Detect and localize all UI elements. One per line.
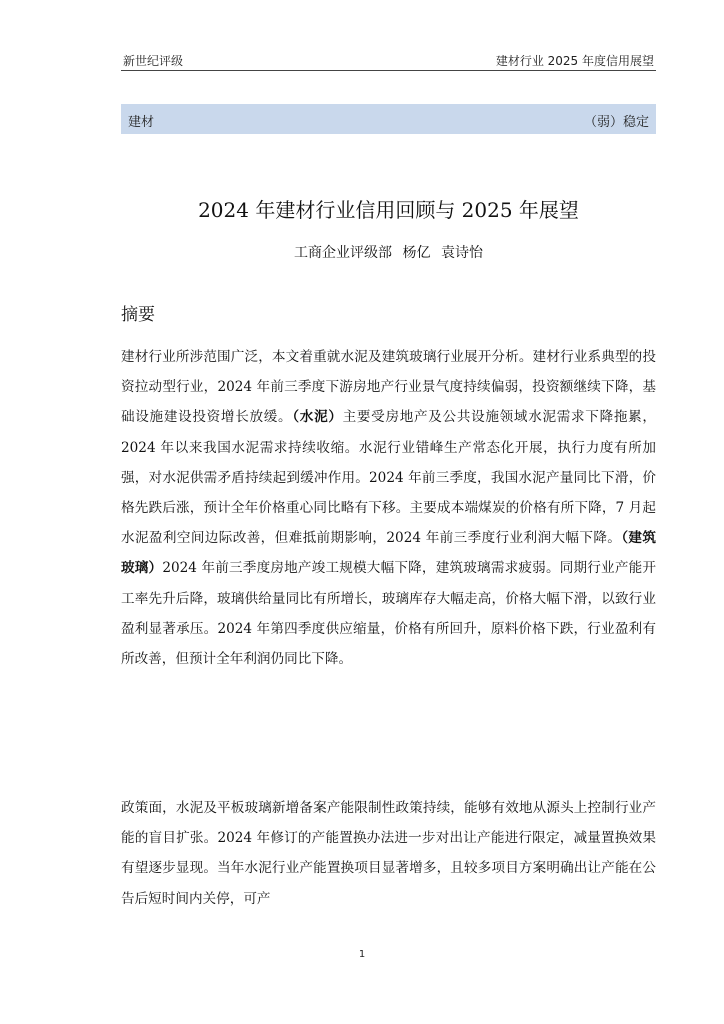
- running-header: [121, 50, 656, 70]
- abstract-paragraph-2: 政策面，水泥及平板玻璃新增备案产能限制性政策持续，能够有效地从源头上控制行业产能的盲目扩张。2024 年修订的产能置换办法进一步对出让产能进行限定，减量置换效果有望逐步显现。当年水泥行业产能置换项目显著增多，且较多项目方案明确出让产能在公告后短时间内关停，可产: [121, 800, 656, 907]
- page-number: 1: [358, 949, 366, 960]
- authors-line: 工商企业评级部 杨亿 袁诗怡: [294, 245, 483, 261]
- header-org-name: 新世纪评级: [123, 54, 184, 68]
- p1-text-3: 2024 年前三季度房地产竣工规模大幅下降，建筑玻璃需求疲弱。同期行业产能开工率先升后降，玻璃供给量同比有所增长，玻璃库存大幅走高，价格大幅下滑，以致行业盈利显著承压。2024 年第四季度供应缩量，价格有所回升，原料价格下跌，行业盈利有所改善，但预计全年利润仍同比下降。: [121, 560, 656, 668]
- section-heading-abstract: 摘要: [121, 305, 155, 325]
- abstract-paragraph-1: [121, 342, 656, 674]
- p1-text-1: 建材行业所涉范围广泛，本文着重就水泥及建筑玻璃行业展开分析。建材行业系典型的投资拉动型行业，2024 年前三季度下游房地产行业景气度持续偏弱，投资额继续下降，基础设施建设投资增长放缓。: [121, 349, 656, 426]
- header-report-title: 建材行业 2025 年度信用展望: [495, 54, 654, 68]
- industry-rating-band: [121, 104, 656, 134]
- p1-bold-cement: （水泥）: [292, 409, 343, 426]
- industry-name: 建材: [128, 115, 155, 130]
- p1-text-2: 主要受房地产及公共设施领域水泥需求下降拖累，2024 年以来我国水泥需求持续收缩。水泥行业错峰生产常态化开展，执行力度有所加强，对水泥供需矛盾持续起到缓冲作用。2024 年前三季度，我国水泥产量同比下滑，价格先跌后涨，预计全年价格重心同比略有下移。主要成本端煤炭的价格有所下降，7 月起水泥盈利空间边际改善，但难抵前期影响，2024 年前三季度行业利润大幅下降。: [121, 409, 657, 547]
- p1-bold-glass: （建筑玻璃）: [121, 530, 656, 577]
- header-divider: [121, 70, 656, 71]
- outlook-rating: （弱）稳定: [583, 115, 649, 130]
- document-title: 2024 年建材行业信用回顾与 2025 年展望: [198, 198, 579, 222]
